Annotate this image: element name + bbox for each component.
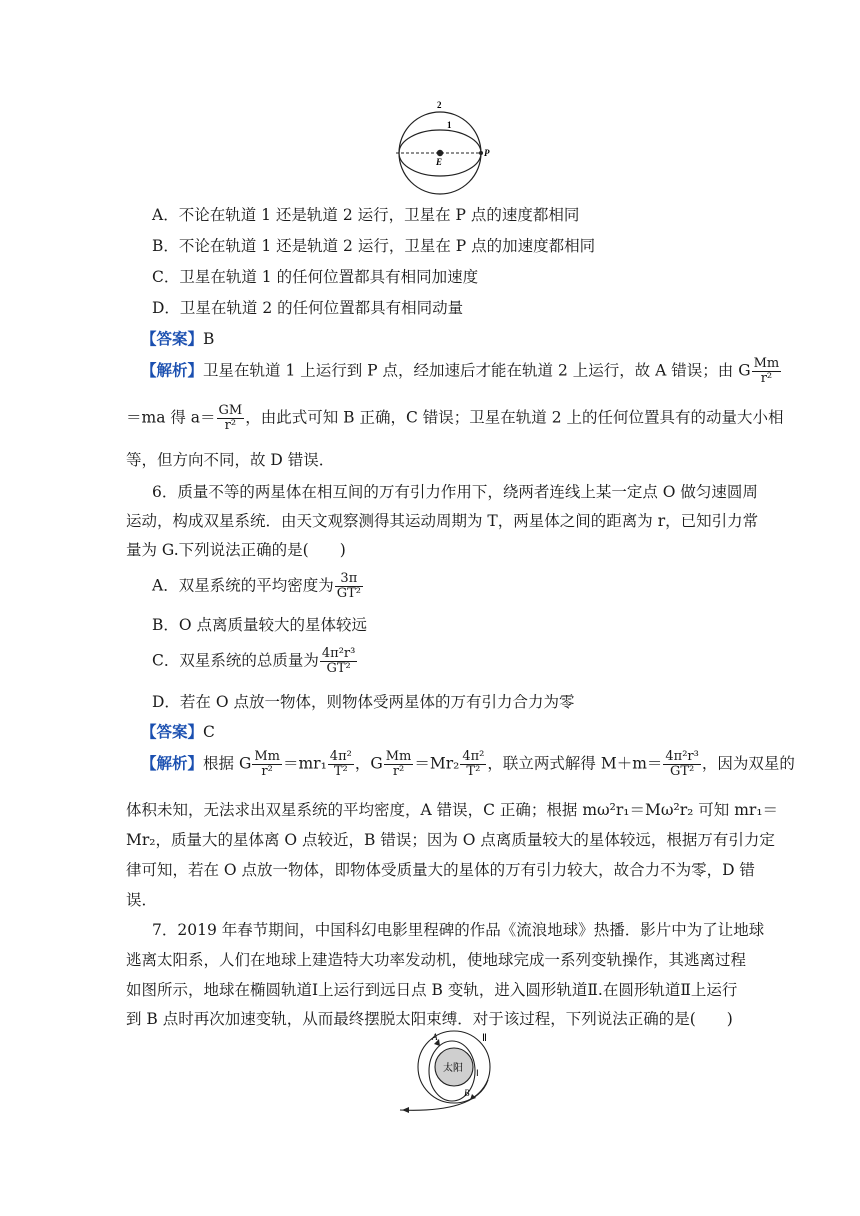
q6-analysis-line-1: 【解析】根据 G $\frac{Mm}{\text{r²}}$ ＝mr₁ $\frac{\text{4π²}}{\text{T²}}$ ，G $\frac{Mm}{\text{r²}}$ ＝Mr₂ $\frac{\text{4π²}}{\text{T²}}$ ，联立两式解得 M＋m＝ $\frac{\text{4π²r³}}{\text{GT²}}$ ，因为双星的 — [141, 749, 795, 779]
q6-analysis-line-5: 误． — [126, 891, 158, 909]
orbit-diagram-2 — [396, 1030, 506, 1116]
orbit-diagram-1 — [390, 98, 502, 198]
earth-label: E — [436, 157, 443, 167]
fraction: $\frac{\text{4π²}}{\text{T²}}$ — [329, 749, 352, 779]
q5-analysis-line-3: 等，但方向不同，故 D 错误． — [126, 451, 335, 469]
q7-stem-line-4: 到 B 点时再次加速变轨，从而最终摆脱太阳束缚．对于该过程，下列说法正确的是( ) — [126, 1010, 733, 1028]
fraction: $\frac{\text{4π²r³}}{\text{GT²}}$ — [321, 646, 356, 676]
q6-answer — [141, 720, 215, 742]
fraction: $\frac{GM}{\text{r²}}$ — [218, 403, 243, 433]
q6-analysis-line-4: 律可知，若在 O 点放一物体，即物体受质量大的星体的万有引力较大，故合力不为零，D 错 — [126, 861, 755, 879]
q6-analysis-line-3: Mr₂，质量大的星体离 O 点较近，B 错误；因为 O 点离质量较大的星体较远，根据万有引力定 — [126, 831, 775, 849]
answer-tag: 【答案】 — [141, 329, 204, 348]
orbit-ii-label: Ⅱ — [482, 1033, 487, 1044]
q5-analysis-line-1 — [141, 357, 782, 386]
q5-analysis-text-2a: ＝ma 得 a＝ — [126, 408, 216, 427]
q5-answer — [141, 327, 214, 349]
q6-analysis-line-2: 体积未知，无法求出双星系统的平均密度，A 错误，C 正确；根据 mω²r₁＝Mω²r₂ 可知 mr₁＝ — [126, 801, 779, 819]
fraction: $\frac{\text{4π²r³}}{\text{GT²}}$ — [665, 749, 699, 779]
q5-analysis-line-2 — [126, 404, 784, 433]
q5-option-a: A．不论在轨道 1 还是轨道 2 运行，卫星在 P 点的速度都相同 — [152, 206, 580, 224]
sun-label: 太阳 — [443, 1063, 463, 1074]
orbit-2-label: 2 — [437, 100, 442, 110]
fraction: $\frac{Mm}{\text{r²}}$ — [753, 356, 780, 386]
q5-analysis-text-1: 卫星在轨道 1 上运行到 P 点，经加速后才能在轨道 2 上运行，故 A 错误；由 G — [203, 361, 751, 380]
q6-stem-line-1: 6．质量不等的两星体在相互间的万有引力作用下，绕两者连线上某一定点 O 做匀速圆周 — [152, 483, 758, 501]
answer-value: B — [203, 330, 215, 348]
q7-stem-line-3: 如图所示，地球在椭圆轨道Ⅰ上运行到远日点 B 变轨，进入圆形轨道Ⅱ.在圆形轨道Ⅱ上运行 — [126, 981, 738, 999]
q5-option-c: C．卫星在轨道 1 的任何位置都具有相同加速度 — [152, 268, 479, 286]
q6-option-b: B．O 点离质量较大的星体较远 — [152, 616, 368, 634]
answer-tag: 【答案】 — [141, 722, 204, 741]
q6-stem-line-3: 量为 G.下列说法正确的是( ) — [126, 541, 346, 559]
q6-option-c: C．双星系统的总质量为 $\frac{\text{4π²r³}}{\text{GT²}}$ — [152, 646, 356, 676]
q5-option-d: D．卫星在轨道 2 的任何位置都具有相同动量 — [152, 299, 464, 317]
q5-option-b: B．不论在轨道 1 还是轨道 2 运行，卫星在 P 点的加速度都相同 — [152, 237, 596, 255]
fraction: $\frac{3\pi}{\text{GT²}}$ — [336, 571, 361, 601]
q6-stem-line-2: 运动，构成双星系统．由天文观察测得其运动周期为 T，两星体之间的距离为 r，已知引力常 — [126, 512, 759, 530]
point-a-label: A — [432, 1032, 438, 1042]
fraction: $\frac{\text{4π²}}{\text{T²}}$ — [462, 749, 485, 779]
point-p-label: P — [484, 148, 490, 158]
q6-option-a: A．双星系统的平均密度为 $\frac{3\pi}{\text{GT²}}$ — [152, 571, 361, 601]
fraction: $\frac{Mm}{\text{r²}}$ — [254, 749, 280, 779]
analysis-tag: 【解析】 — [141, 360, 204, 380]
analysis-tag: 【解析】 — [141, 753, 204, 773]
orbit-i-label: Ⅰ — [476, 1068, 479, 1078]
fraction: $\frac{Mm}{\text{r²}}$ — [385, 749, 412, 779]
q7-stem-line-2: 逃离太阳系，人们在地球上建造特大功率发动机，使地球完成一系列变轨操作，其逃离过程 — [126, 951, 747, 969]
q6-option-d: D．若在 O 点放一物体，则物体受两星体的万有引力合力为零 — [152, 693, 575, 711]
q7-stem-line-1: 7．2019 年春节期间，中国科幻电影里程碑的作品《流浪地球》热播．影片中为了让地球 — [152, 921, 765, 939]
point-b-label: B — [464, 1088, 470, 1098]
answer-value: C — [203, 723, 215, 741]
orbit-1-label: 1 — [447, 120, 452, 130]
q5-analysis-text-2b: ，由此式可知 B 正确，C 错误；卫星在轨道 2 上的任何位置具有的动量大小相 — [245, 408, 784, 427]
